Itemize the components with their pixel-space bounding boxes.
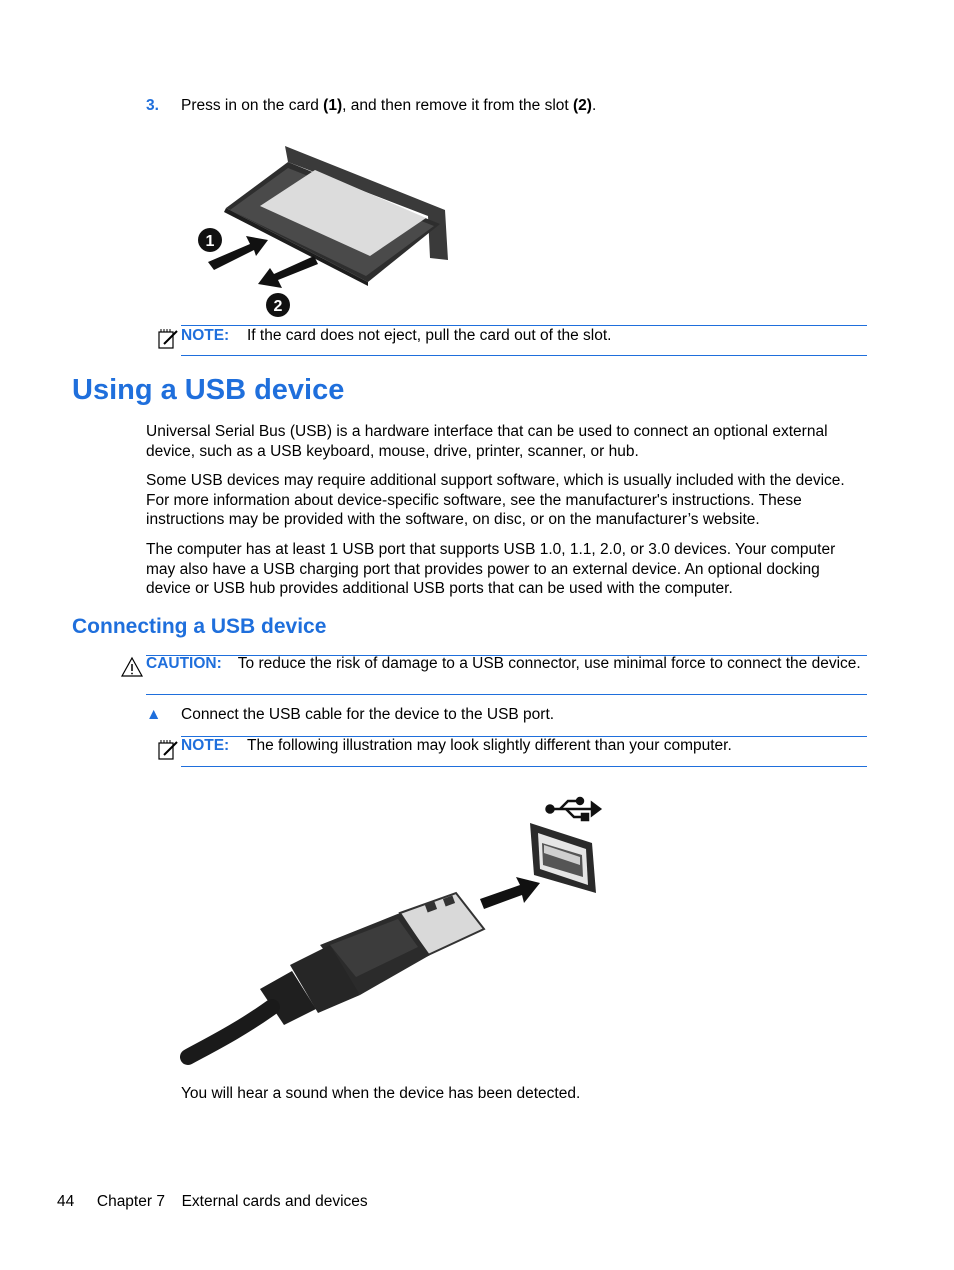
- caution-triangle-icon: [120, 656, 144, 678]
- paragraph-1: Universal Serial Bus (USB) is a hardware interface that can be used to connect an optional external device, such as a USB keyboard, mouse, drive, printer, scanner, or hub.: [146, 423, 828, 460]
- note-text: The following illustration may look slightly different than your computer.: [247, 737, 732, 754]
- paragraph-3: The computer has at least 1 USB port that supports USB 1.0, 1.1, 2.0, or 3.0 devices. Your computer may also have a USB charging port that provides power to an external device. An optional docking device or USB hub provides additional USB ports that can be used with the computer.: [146, 541, 836, 597]
- step-text-part: .: [591, 97, 597, 114]
- footer: [57, 1192, 368, 1211]
- caution-text: To reduce the risk of damage to a USB connector, use minimal force to connect the device.: [237, 655, 861, 672]
- step-text-part: , and then remove it from the slot: [342, 97, 574, 114]
- note-text: If the card does not eject, pull the card out of the slot.: [247, 327, 612, 344]
- caution: [146, 654, 866, 674]
- step-bullet-icon: ▲: [146, 706, 162, 723]
- footer-chapter-title: External cards and devices: [181, 1193, 368, 1210]
- caution-bottom-rule: [146, 694, 867, 695]
- note-2: [181, 736, 732, 755]
- note-label: NOTE:: [181, 737, 230, 754]
- closing-text: You will hear a sound when the device has been detected.: [181, 1085, 581, 1102]
- note-label: NOTE:: [181, 327, 230, 344]
- note-icon: [156, 328, 180, 350]
- paragraph-2: Some USB devices may require additional support software, which is usually included with the device. For more information about device-specific software, see the manufacturer's instructions. These instructions may be provided with the software, on disc, or on the manufacturer’s website.: [146, 472, 845, 528]
- page-number: 44: [57, 1193, 75, 1210]
- arrow-out-icon: [258, 256, 318, 288]
- step-number: 3.: [146, 97, 159, 114]
- caution-label: CAUTION:: [146, 655, 222, 672]
- step-bold-1: (1): [323, 97, 343, 114]
- insert-arrow-icon: [480, 877, 540, 909]
- usb-symbol-icon: [547, 798, 601, 820]
- usb-step-text: Connect the USB cable for the device to the USB port.: [181, 706, 555, 723]
- footer-chapter: Chapter 7: [96, 1193, 165, 1210]
- usb-connection-illustration: [180, 795, 610, 1075]
- callout-2-text: 2: [273, 298, 283, 315]
- note-1: [181, 326, 612, 345]
- section-title: Using a USB device: [72, 374, 345, 406]
- callout-1-text: 1: [205, 233, 215, 250]
- card-eject-illustration: [190, 140, 460, 320]
- step-text-part: Press in on the card: [181, 97, 324, 114]
- step-3: [146, 96, 866, 115]
- note-icon: [156, 739, 180, 761]
- usb-step: [146, 705, 555, 724]
- usb-plug: [188, 893, 484, 1057]
- step-text: [181, 96, 596, 115]
- step-bold-2: (2): [573, 97, 592, 114]
- usb-port: [530, 823, 596, 893]
- note-1-bottom-rule: [181, 355, 867, 356]
- subsection-title: Connecting a USB device: [72, 615, 327, 638]
- note-2-bottom-rule: [181, 766, 867, 767]
